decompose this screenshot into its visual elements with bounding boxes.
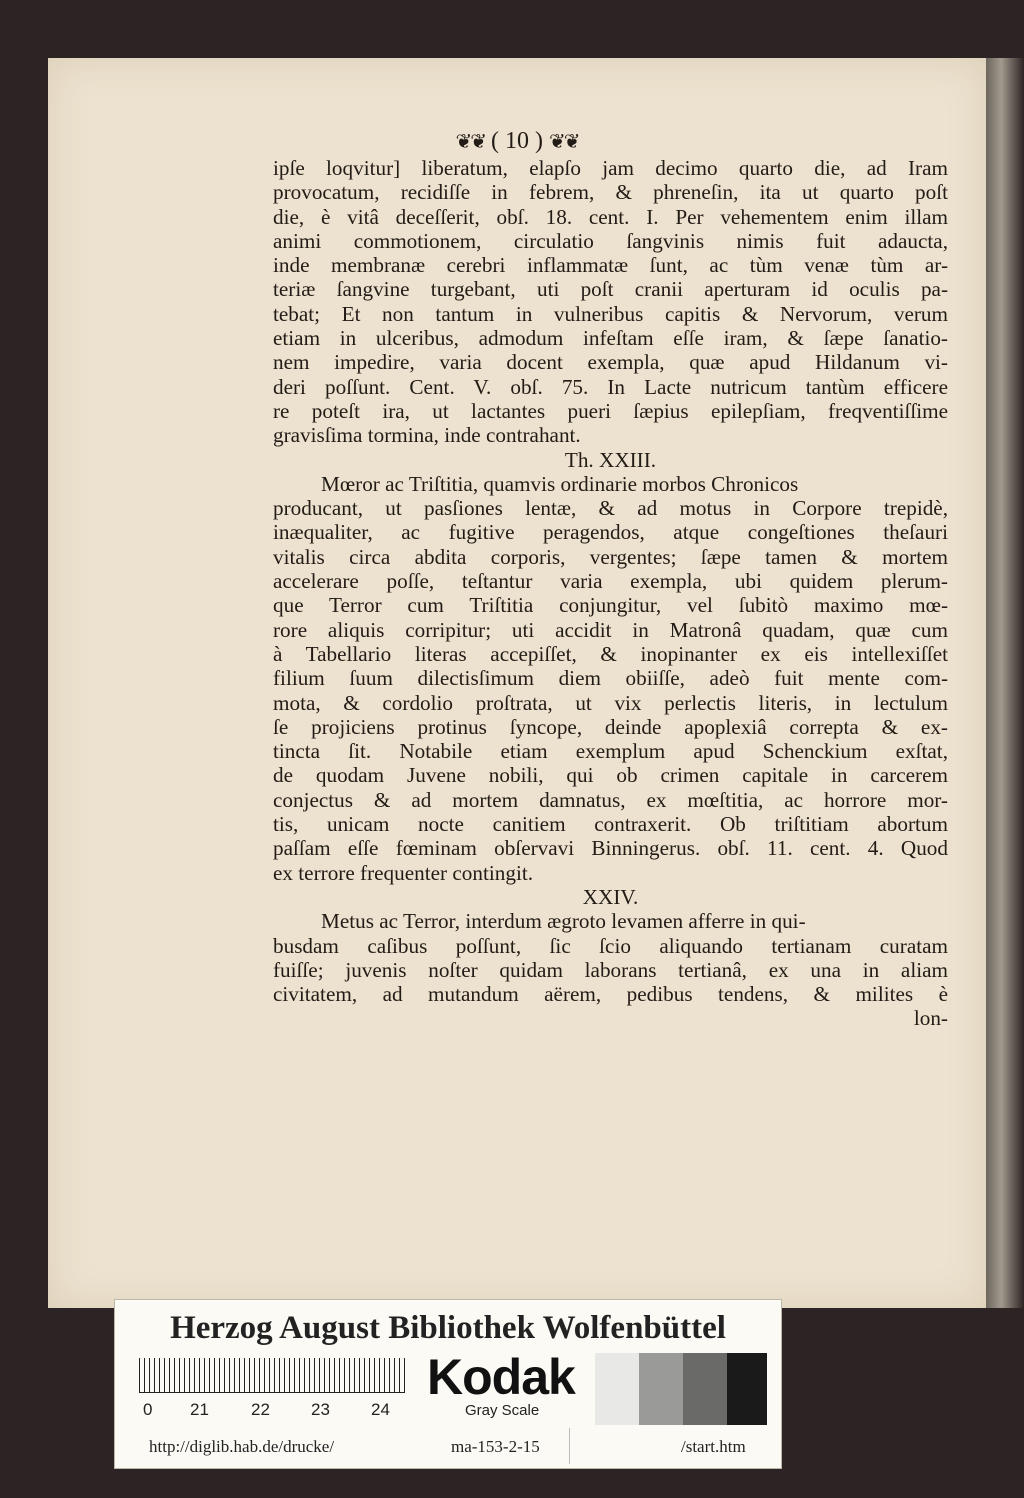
text-line: ex terrore frequenter contingit.	[273, 860, 534, 885]
text-line: filium ſuum dilectisſimum diem obiiſſe, adeò fuit mente com-	[273, 666, 948, 691]
gray-swatch	[595, 1353, 639, 1425]
gray-scale-label: Gray Scale	[465, 1402, 540, 1419]
text-line: animi commotionem, circulatio ſangvinis nimis fuit adaucta,	[273, 228, 948, 253]
scale-number: 21	[190, 1400, 209, 1419]
scale-number: 22	[251, 1400, 270, 1419]
divider	[569, 1428, 570, 1464]
gray-swatch	[683, 1353, 727, 1425]
text-line: ipſe loqvitur] liberatum, elapſo jam decimo quarto die, ad Iram	[273, 156, 948, 180]
text-line: fuiſſe; juvenis noſter quidam laborans tertianâ, ex una in aliam	[273, 957, 948, 982]
text-line: gravisſima tormina, inde contrahant.	[273, 423, 581, 448]
color-target-card	[114, 1299, 782, 1469]
text-line: inæqualiter, ac fugitive peragendos, atque congeſtiones theſauri	[273, 520, 948, 545]
text-line: nem impedire, varia docent exempla, quæ apud Hildanum vi-	[273, 350, 948, 375]
gray-swatch	[639, 1353, 683, 1425]
text-line: accelerare poſſe, teſtantur varia exempla, ubi quidem plerum-	[273, 569, 948, 594]
text-line: deri poſſunt. Cent. V. obſ. 75. In Lacte nutricum tantùm efficere	[273, 374, 948, 399]
shelfmark-text: ma-153-2-15	[451, 1437, 540, 1456]
text-line: lon-	[913, 1006, 948, 1031]
text-line: tis, unicam nocte canitiem contraxerit. Ob triſtitiam abortum	[273, 812, 948, 837]
gray-swatch	[727, 1353, 767, 1425]
page-number: ❦❦ ( 10 ) ❦❦	[455, 128, 579, 154]
text-line: Metus ac Terror, interdum ægroto levamen afferre in qui-	[321, 909, 806, 934]
url-text: http://diglib.hab.de/drucke/	[149, 1437, 335, 1456]
text-line: tebat; Et non tantum in vulneribus capitis & Nervorum, verum	[273, 301, 948, 326]
scale-number: 0	[143, 1400, 153, 1419]
text-line: Mœror ac Triſtitia, quamvis ordinarie morbos Chronicos	[321, 471, 799, 496]
section-heading: Th. XXIII.	[564, 447, 657, 472]
book-page	[48, 58, 986, 1308]
text-line: provocatum, recidiſſe in febrem, & phreneſin, ita ut quarto poſt	[273, 180, 948, 205]
text-line: conjectus & ad mortem damnatus, ex mœſtitia, ac horrore mor-	[273, 787, 948, 812]
text-line: paſſam eſſe fœminam obſervavi Binningerus. obſ. 11. cent. 4. Quod	[273, 836, 948, 861]
scale-number: 23	[311, 1400, 330, 1419]
scale-ruler	[139, 1358, 405, 1393]
section-heading: XXIV.	[582, 884, 639, 909]
text-line: vitalis circa abdita corporis, vergentes; ſæpe tamen & mortem	[273, 544, 948, 569]
text-line: die, è vitâ deceſſerit, obſ. 18. cent. I. Per vehementem enim illam	[273, 204, 948, 229]
text-line: busdam caſibus poſſunt, ſic ſcio aliquando tertianam curatam	[273, 933, 948, 958]
start-text: /start.htm	[681, 1437, 746, 1456]
text-line: etiam in ulceribus, admodum infeſtam eſſe iram, & ſæpe ſanatio-	[273, 326, 948, 351]
text-line: de quodam Juvene nobili, qui ob crimen capitale in carcerem	[273, 763, 948, 788]
text-line: inde membranæ cerebri inflammatæ ſunt, ac tùm venæ tùm ar-	[273, 253, 948, 278]
text-line: rore aliquis corripitur; uti accidit in Matronâ quadam, quæ cum	[273, 617, 948, 642]
text-line: producant, ut pasſiones lentæ, & ad motus in Corpore trepidè,	[273, 496, 948, 521]
library-title: Herzog August Bibliothek Wolfenbüttel	[170, 1310, 726, 1346]
text-line: tincta ſit. Notabile etiam exemplum apud Schenckium exſtat,	[273, 739, 948, 764]
text-line: que Terror cum Triſtitia conjungitur, vel ſubitò maximo mœ-	[273, 593, 948, 618]
book-gutter	[986, 58, 1024, 1308]
text-line: ſe projiciens protinus ſyncope, deinde apoplexiâ correpta & ex-	[273, 714, 948, 739]
text-line: mota, & cordolio proſtrata, ut vix perlectis literis, in lectulum	[273, 690, 948, 715]
scale-number: 24	[371, 1400, 390, 1419]
kodak-logo: Kodak	[427, 1349, 575, 1405]
text-line: re poteſt ira, ut lactantes pueri ſæpius epilepſiam, freqventiſſime	[273, 398, 948, 423]
ornament-left-icon: ❦❦	[455, 131, 485, 153]
text-line: teriæ ſangvine turgebant, uti poſt cranii aperturam id oculis pa-	[273, 277, 948, 302]
text-line: à Tabellario literas accepiſſet, & inopinanter ex eis intellexiſſet	[273, 641, 948, 666]
page-text	[273, 156, 948, 1031]
ornament-right-icon: ❦❦	[548, 131, 579, 153]
text-line: civitatem, ad mutandum aërem, pedibus tendens, & milites è	[273, 982, 948, 1007]
